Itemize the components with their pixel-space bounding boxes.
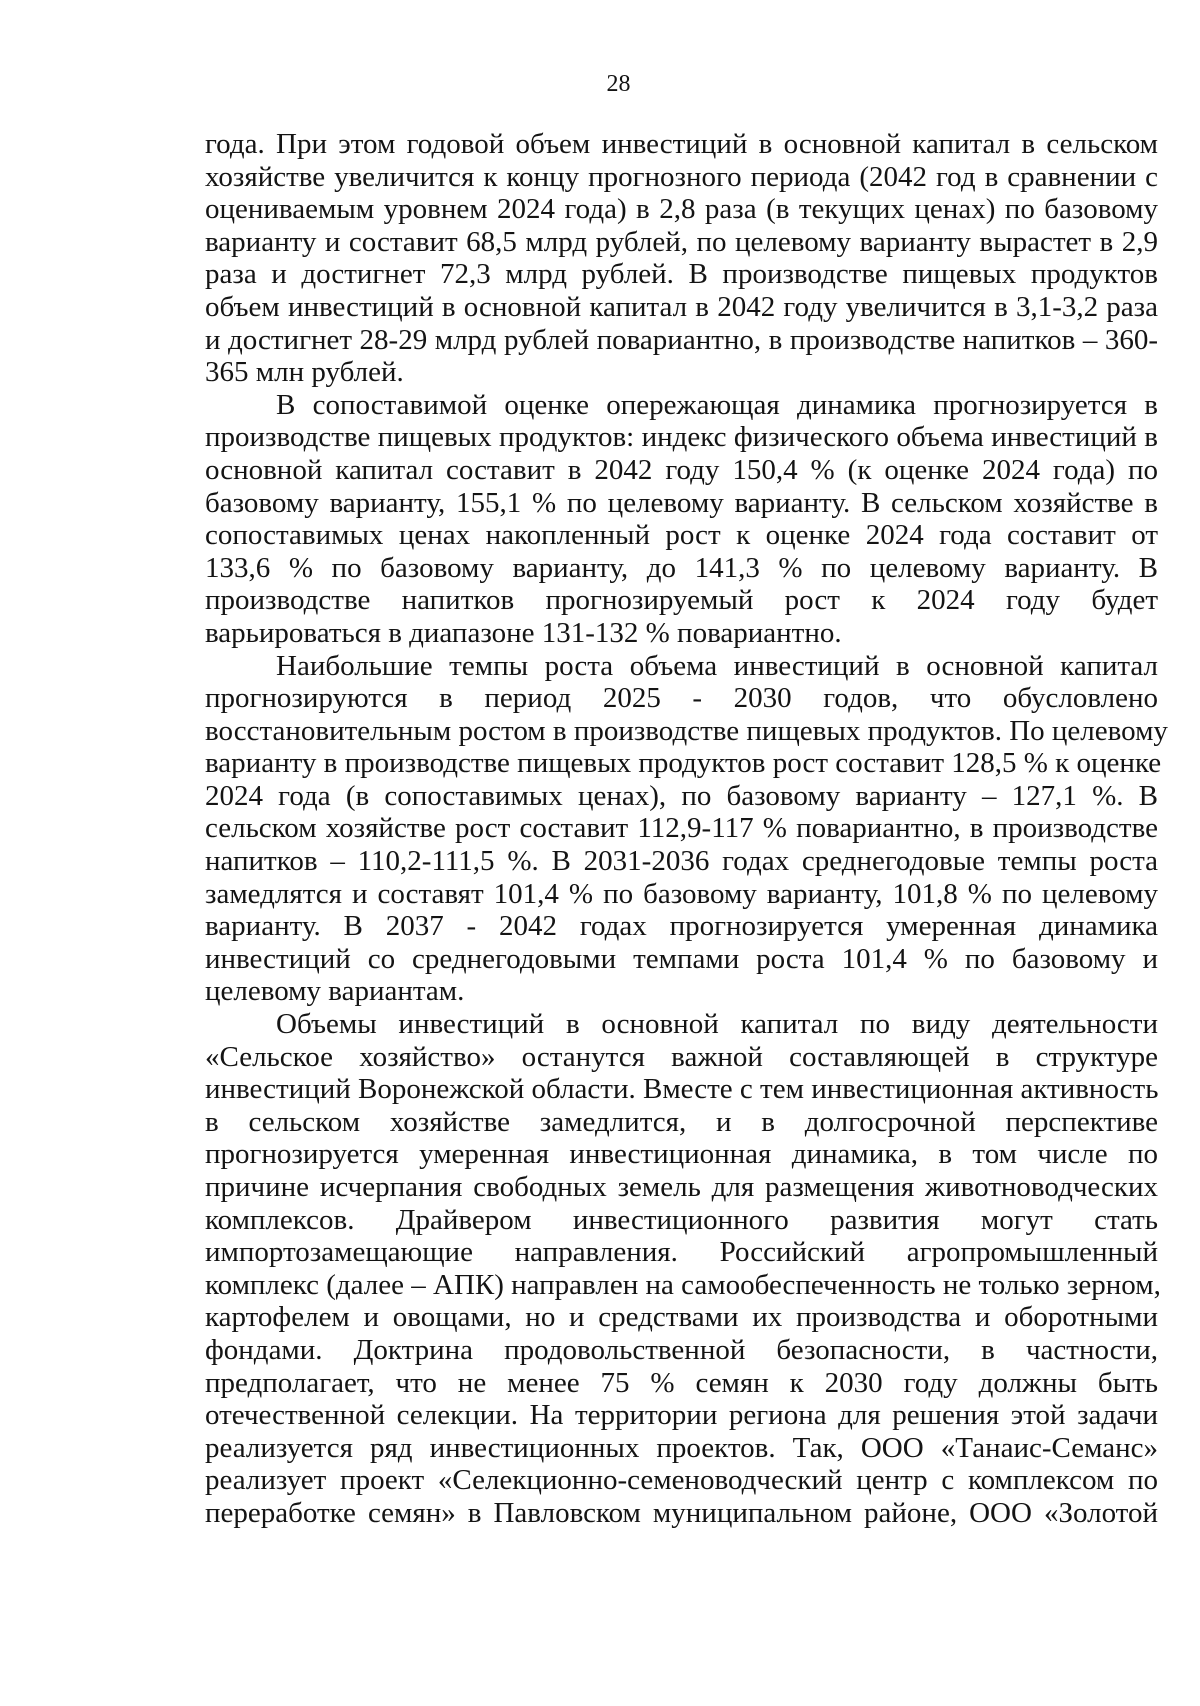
text-line: реализует проект «Селекционно-семеноводческий центр с комплексом по (205, 1464, 1158, 1497)
text-line: Объемы инвестиций в основной капитал по виду деятельности (276, 1008, 1158, 1041)
text-line: 2024 года (в сопоставимых ценах), по базовому варианту – 127,1 %. В (205, 779, 1158, 812)
text-line: предполагает, что не менее 75 % семян к 2030 году должны быть (205, 1366, 1158, 1399)
text-line: сопоставимых ценах накопленный рост к оценке 2024 года составит от (205, 519, 1158, 552)
text-line: варианту. В 2037 - 2042 годах прогнозируется умеренная динамика (205, 910, 1158, 943)
text-line: производстве напитков прогнозируемый рост к 2024 году будет (205, 584, 1158, 617)
text-line: основной капитал составит в 2042 году 150,4 % (к оценке 2024 года) по (205, 453, 1158, 486)
text-line: В сопоставимой оценке опережающая динамика прогнозируется в (276, 388, 1158, 421)
text-line: варианту и составит 68,5 млрд рублей, по целевому варианту вырастет в 2,9 (205, 225, 1158, 258)
paragraph (205, 128, 1158, 389)
text-line: года. При этом годовой объем инвестиций в основной капитал в сельском (205, 128, 1158, 160)
text-line: «Сельское хозяйство» останутся важной составляющей в структуре (205, 1040, 1158, 1073)
text-line: хозяйстве увеличится к концу прогнозного периода (2042 год в сравнении с (205, 160, 1158, 193)
text-line: целевому вариантам. (205, 975, 465, 1008)
text-line: отечественной селекции. На территории региона для решения этой задачи (205, 1399, 1158, 1432)
text-line: Наибольшие темпы роста объема инвестиций в основной капитал (276, 649, 1158, 682)
text-line: инвестиций Воронежской области. Вместе с тем инвестиционная активность (205, 1073, 1159, 1106)
text-line: прогнозируются в период 2025 - 2030 годов, что обусловлено (205, 682, 1158, 715)
text-line: переработке семян» в Павловском муниципальном районе, ООО «Золотой (205, 1496, 1158, 1529)
text-line: напитков – 110,2-111,5 %. В 2031-2036 годах среднегодовые темпы роста (205, 845, 1158, 878)
text-line: комплексов. Драйвером инвестиционного развития могут стать (205, 1203, 1158, 1236)
text-line: базовому варианту, 155,1 % по целевому варианту. В сельском хозяйстве в (205, 486, 1158, 519)
text-line: восстановительным ростом в производстве пищевых продуктов. По целевому (205, 714, 1168, 747)
text-line: реализуется ряд инвестиционных проектов. Так, ООО «Танаис-Семанс» (205, 1431, 1158, 1464)
text-line: прогнозируется умеренная инвестиционная динамика, в том числе по (205, 1138, 1158, 1171)
body-text (205, 128, 1168, 1530)
page-number: 28 (606, 71, 631, 97)
paragraph (205, 389, 1158, 650)
text-line: 133,6 % по базовому варианту, до 141,3 % по целевому варианту. В (205, 551, 1158, 584)
text-line: комплекс (далее – АПК) направлен на самообеспеченность не только зерном, (205, 1268, 1161, 1301)
text-line: причине исчерпания свободных земель для размещения животноводческих (205, 1171, 1158, 1203)
text-line: и достигнет 28-29 млрд рублей повариантно, в производстве напитков – 360- (205, 323, 1158, 356)
text-line: варианту в производстве пищевых продуктов рост составит 128,5 % к оценке (205, 747, 1162, 780)
paragraph (205, 649, 1168, 1009)
text-line: сельском хозяйстве рост составит 112,9-117 % повариантно, в производстве (205, 812, 1158, 845)
text-line: объем инвестиций в основной капитал в 2042 году увеличится в 3,1-3,2 раза (205, 290, 1158, 323)
text-line: фондами. Доктрина продовольственной безопасности, в частности, (205, 1333, 1158, 1366)
text-line: картофелем и овощами, но и средствами их производства и оборотными (205, 1301, 1158, 1334)
text-line: замедлятся и составят 101,4 % по базовому варианту, 101,8 % по целевому (205, 877, 1158, 910)
text-line: 365 млн рублей. (205, 356, 404, 389)
paragraph (205, 1008, 1161, 1530)
text-line: в сельском хозяйстве замедлится, и в долгосрочной перспективе (205, 1105, 1158, 1138)
text-line: оцениваемым уровнем 2024 года) в 2,8 раза (в текущих ценах) по базовому (205, 193, 1158, 226)
text-line: инвестиций со среднегодовыми темпами роста 101,4 % по базовому и (205, 942, 1158, 975)
text-line: импортозамещающие направления. Российский агропромышленный (205, 1236, 1158, 1269)
text-line: раза и достигнет 72,3 млрд рублей. В производстве пищевых продуктов (205, 258, 1158, 291)
text-line: производстве пищевых продуктов: индекс физического объема инвестиций в (205, 421, 1158, 454)
text-line: варьироваться в диапазоне 131-132 % повариантно. (205, 616, 842, 649)
